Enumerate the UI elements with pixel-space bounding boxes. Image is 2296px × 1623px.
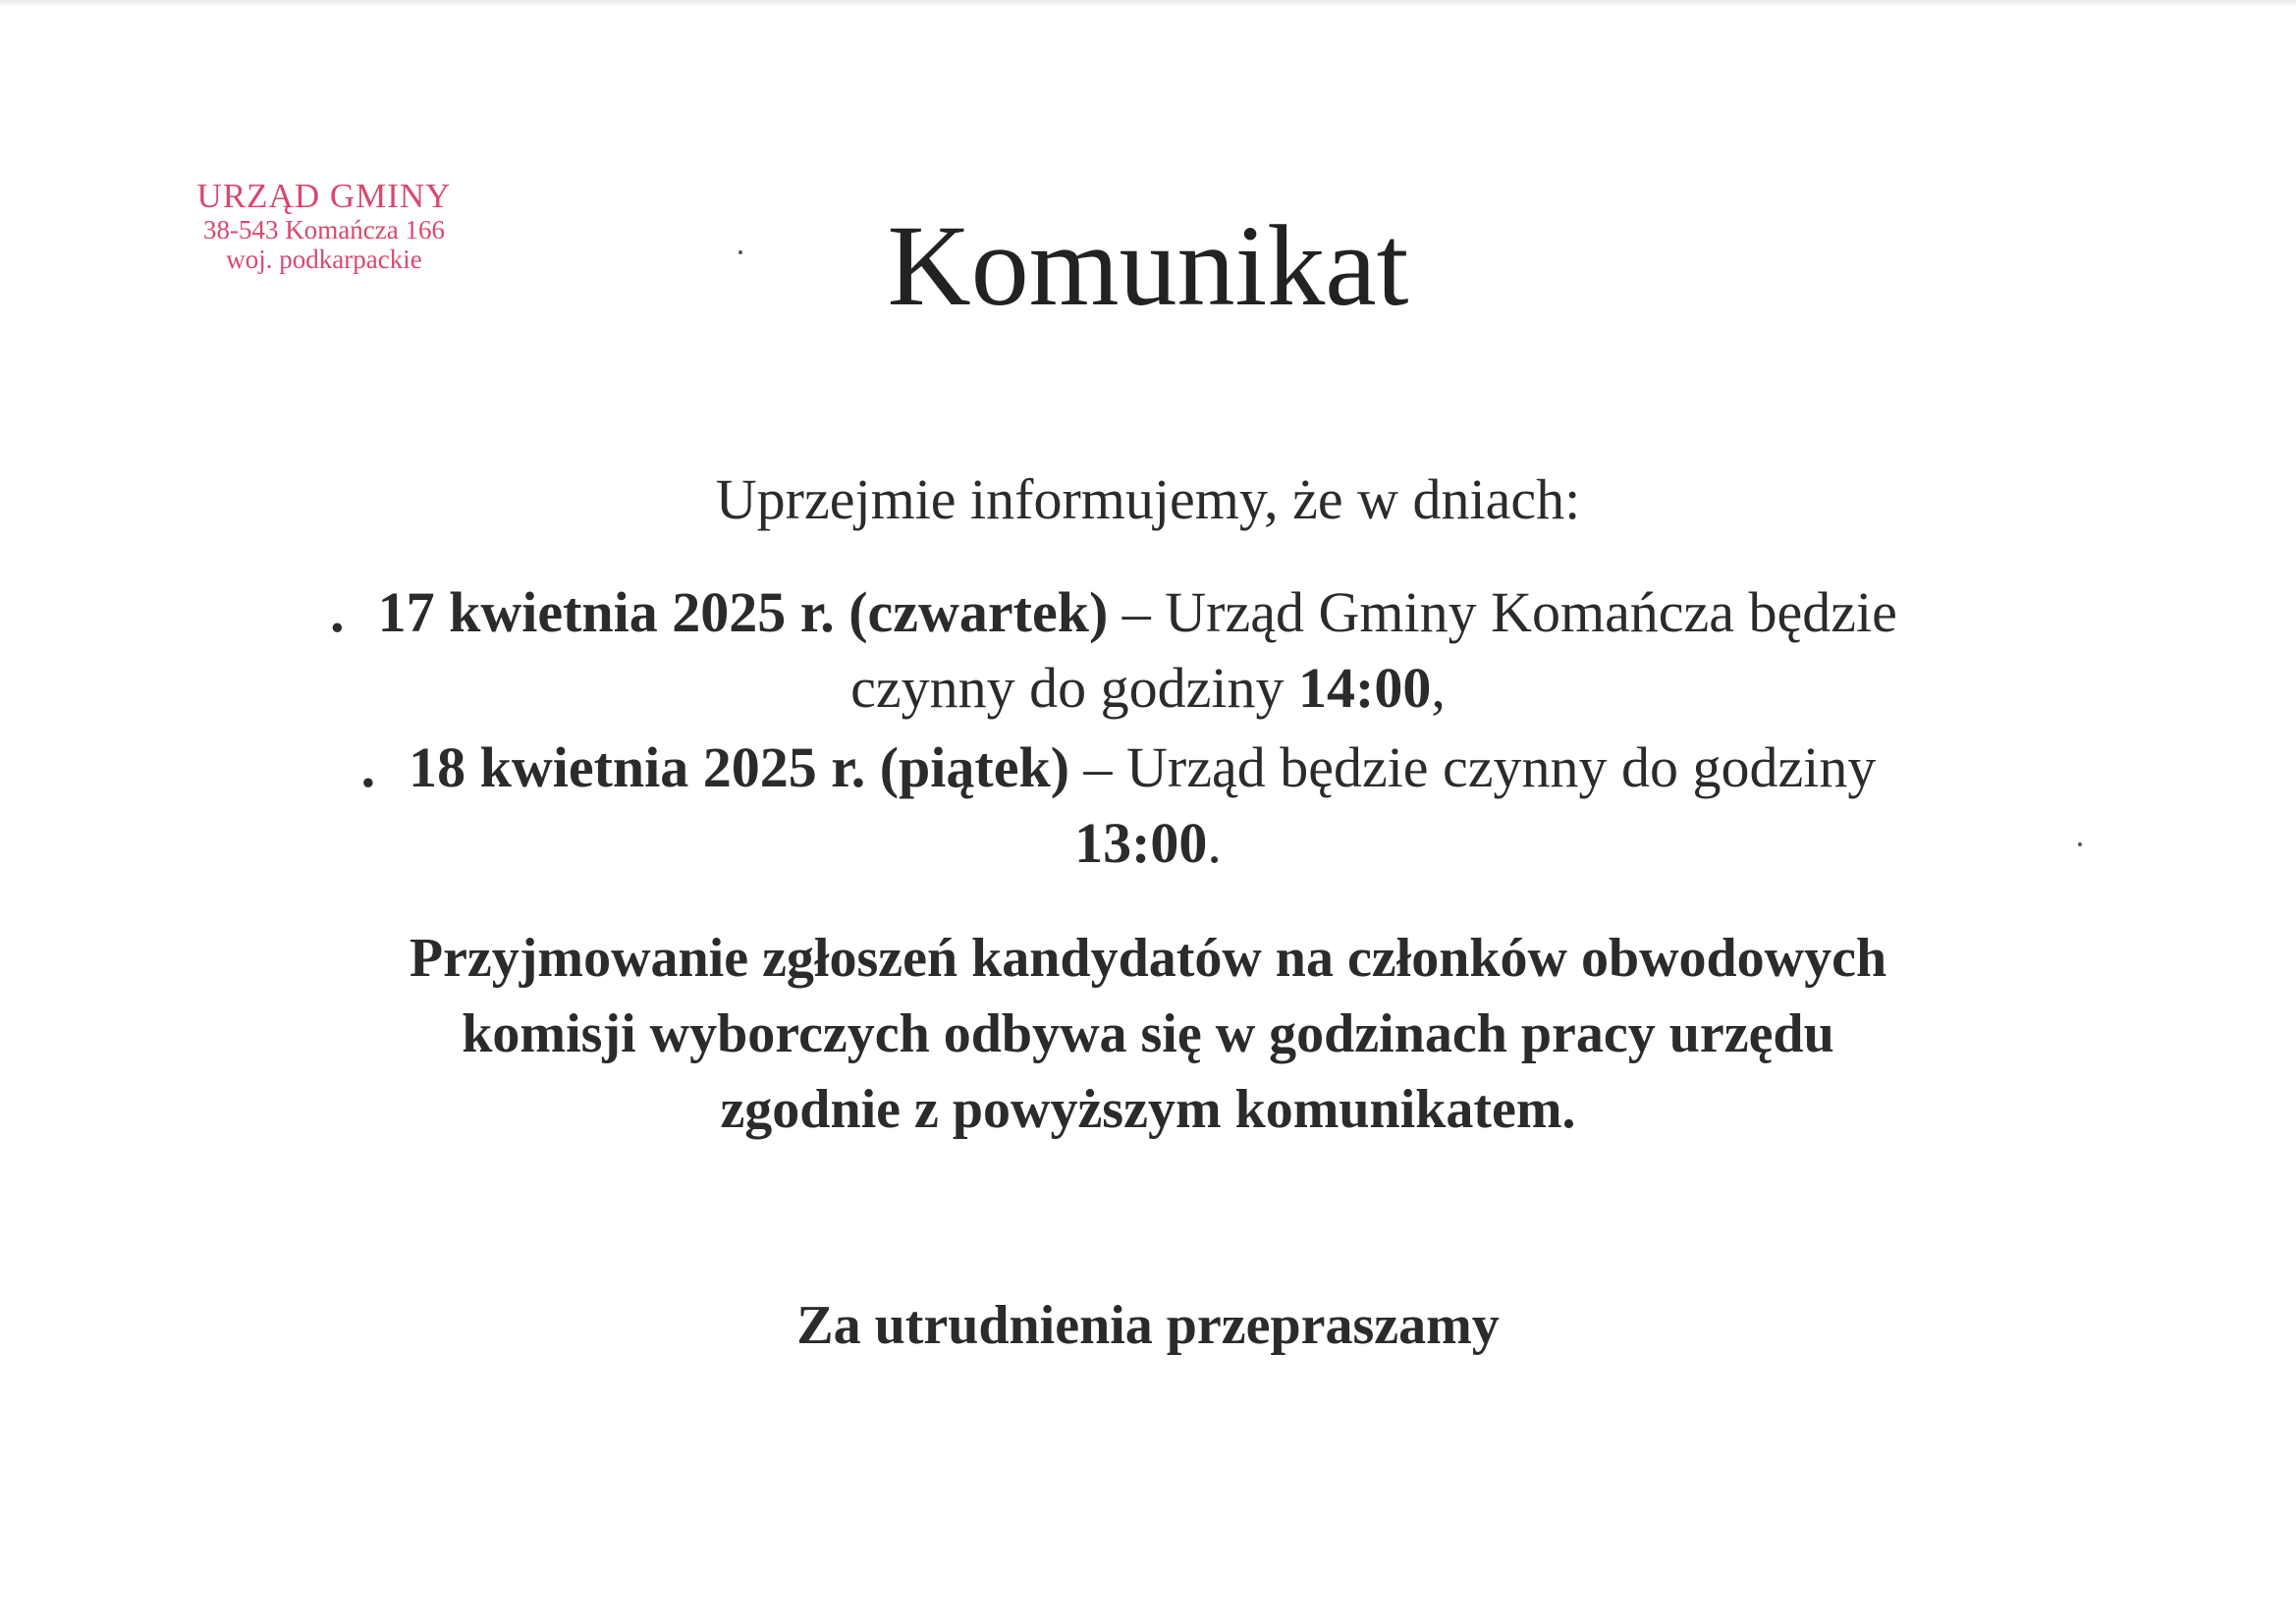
scan-speck xyxy=(738,250,742,254)
bullet-dot: . xyxy=(330,580,345,644)
notice-paragraph xyxy=(0,921,2296,1148)
scan-top-edge xyxy=(0,0,2296,8)
stamp-region: woj. podkarpackie xyxy=(226,244,422,275)
item-text-continued: czynny do godziny xyxy=(850,656,1298,720)
item-time: 14:00 xyxy=(1298,656,1432,720)
list-item xyxy=(0,574,2296,726)
bullet-dot: . xyxy=(360,735,376,799)
item-second-line xyxy=(0,805,2296,881)
item-end: . xyxy=(1207,811,1222,875)
item-date: 18 kwietnia 2025 r. (piątek) xyxy=(409,735,1070,799)
scan-speck xyxy=(2078,842,2082,846)
stamp-office-name: URZĄD GMINY xyxy=(196,177,452,215)
item-text: – Urząd Gminy Komańcza będzie xyxy=(1108,580,1897,644)
closing-apology: Za utrudnienia przepraszamy xyxy=(796,1295,1500,1356)
item-second-line xyxy=(0,650,2296,726)
item-text: – Urząd będzie czynny do godziny xyxy=(1069,735,1877,799)
list-item xyxy=(0,730,2296,881)
stamp-address: 38-543 Komańcza 166 xyxy=(203,215,445,245)
item-date: 17 kwietnia 2025 r. (czwartek) xyxy=(377,580,1109,644)
notice-line: Przyjmowanie zgłoszeń kandydatów na członków obwodowych xyxy=(409,928,1887,989)
notice-line: zgodnie z powyższym komunikatem. xyxy=(720,1079,1576,1140)
item-end: , xyxy=(1431,656,1446,720)
intro-text: Uprzejmie informujemy, że w dniach: xyxy=(715,467,1581,531)
item-time: 13:00 xyxy=(1074,811,1208,875)
notice-line: komisji wyborczych odbywa się w godzinach pracy urzędu xyxy=(462,1003,1834,1064)
document-title: Komunikat xyxy=(887,201,1409,330)
